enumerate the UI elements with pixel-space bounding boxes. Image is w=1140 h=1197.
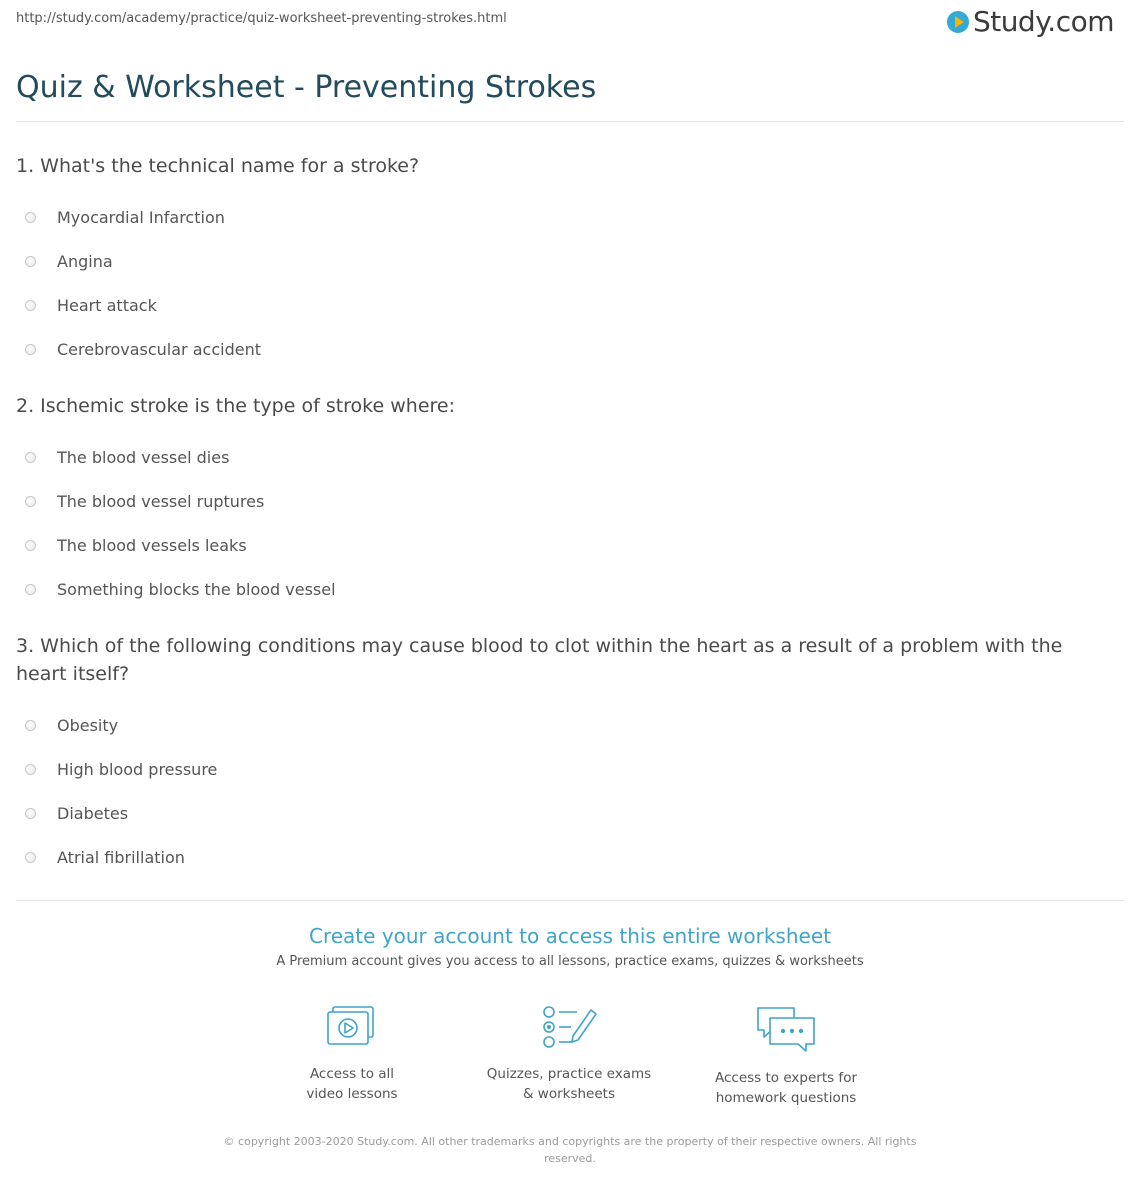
answer-option[interactable] [16, 835, 1116, 879]
feature-label-line: video lessons [306, 1086, 398, 1102]
question-text: 3. Which of the following conditions may cause blood to clot within the heart as a result of a problem with the heart itself? [16, 635, 1063, 685]
question-2 [16, 392, 1116, 611]
answer-label: The blood vessels leaks [57, 535, 247, 555]
study-logo[interactable] [947, 5, 1114, 38]
feature-experts [686, 1004, 886, 1108]
answer-option[interactable] [16, 703, 1116, 747]
radio-icon[interactable] [25, 344, 36, 355]
feature-label-line: & worksheets [522, 1086, 615, 1102]
page-title: Quiz & Worksheet - Preventing Strokes [16, 70, 597, 105]
feature-video-lessons [252, 1004, 452, 1104]
answer-option[interactable] [16, 791, 1116, 835]
answer-label: High blood pressure [57, 759, 218, 779]
feature-label [252, 1064, 452, 1104]
answer-label: Diabetes [57, 803, 129, 823]
question-1 [16, 152, 1116, 371]
radio-icon[interactable] [25, 256, 36, 267]
answer-option[interactable] [16, 479, 1116, 523]
quiz-checklist-icon [539, 1004, 599, 1050]
answer-label: Angina [57, 251, 113, 271]
answer-label: Something blocks the blood vessel [57, 579, 336, 599]
create-account-link[interactable]: Create your account to access this entire worksheet [309, 924, 831, 948]
copyright-line: © copyright 2003-2020 Study.com. All other trademarks and copyrights are the property of their respective owners. All rights [223, 1135, 917, 1148]
feature-label-line: homework questions [715, 1090, 857, 1106]
radio-icon[interactable] [25, 212, 36, 223]
answer-label: Cerebrovascular accident [57, 339, 261, 359]
copyright-line: reserved. [544, 1152, 596, 1165]
promo-subtitle: A Premium account gives you access to all lessons, practice exams, quizzes & worksheets [276, 954, 864, 969]
answer-option[interactable] [16, 283, 1116, 327]
radio-icon[interactable] [25, 496, 36, 507]
radio-icon[interactable] [25, 584, 36, 595]
copyright-notice [210, 1133, 930, 1167]
question-3 [16, 632, 1116, 879]
answer-label: Atrial fibrillation [57, 847, 185, 867]
feature-label-line: Access to experts for [714, 1070, 857, 1086]
answer-option[interactable] [16, 195, 1116, 239]
chat-bubbles-icon [754, 1004, 818, 1054]
radio-icon[interactable] [25, 720, 36, 731]
feature-label [686, 1068, 886, 1108]
feature-label-line: Access to all [309, 1066, 395, 1082]
feature-label [469, 1064, 669, 1104]
feature-quizzes [469, 1004, 669, 1104]
answer-option[interactable] [16, 567, 1116, 611]
play-logo-icon [947, 11, 969, 33]
video-lessons-icon [324, 1004, 380, 1050]
answer-label: Heart attack [57, 295, 157, 315]
question-text: 2. Ischemic stroke is the type of stroke where: [16, 395, 455, 417]
radio-icon[interactable] [25, 764, 36, 775]
radio-icon[interactable] [25, 808, 36, 819]
title-divider [16, 121, 1124, 122]
question-text: 1. What's the technical name for a stroke? [16, 155, 420, 177]
answer-option[interactable] [16, 523, 1116, 567]
answer-option[interactable] [16, 747, 1116, 791]
page-url: http://study.com/academy/practice/quiz-worksheet-preventing-strokes.html [16, 11, 507, 26]
answer-label: The blood vessel ruptures [57, 491, 265, 511]
logo-text: Study.com [972, 5, 1114, 38]
radio-icon[interactable] [25, 852, 36, 863]
radio-icon[interactable] [25, 452, 36, 463]
answer-option[interactable] [16, 239, 1116, 283]
answer-label: Myocardial Infarction [57, 207, 225, 227]
promo-divider [16, 900, 1124, 901]
radio-icon[interactable] [25, 300, 36, 311]
answer-label: The blood vessel dies [57, 447, 230, 467]
answer-option[interactable] [16, 327, 1116, 371]
answer-label: Obesity [57, 715, 119, 735]
radio-icon[interactable] [25, 540, 36, 551]
feature-label-line: Quizzes, practice exams [486, 1066, 652, 1082]
answer-option[interactable] [16, 435, 1116, 479]
